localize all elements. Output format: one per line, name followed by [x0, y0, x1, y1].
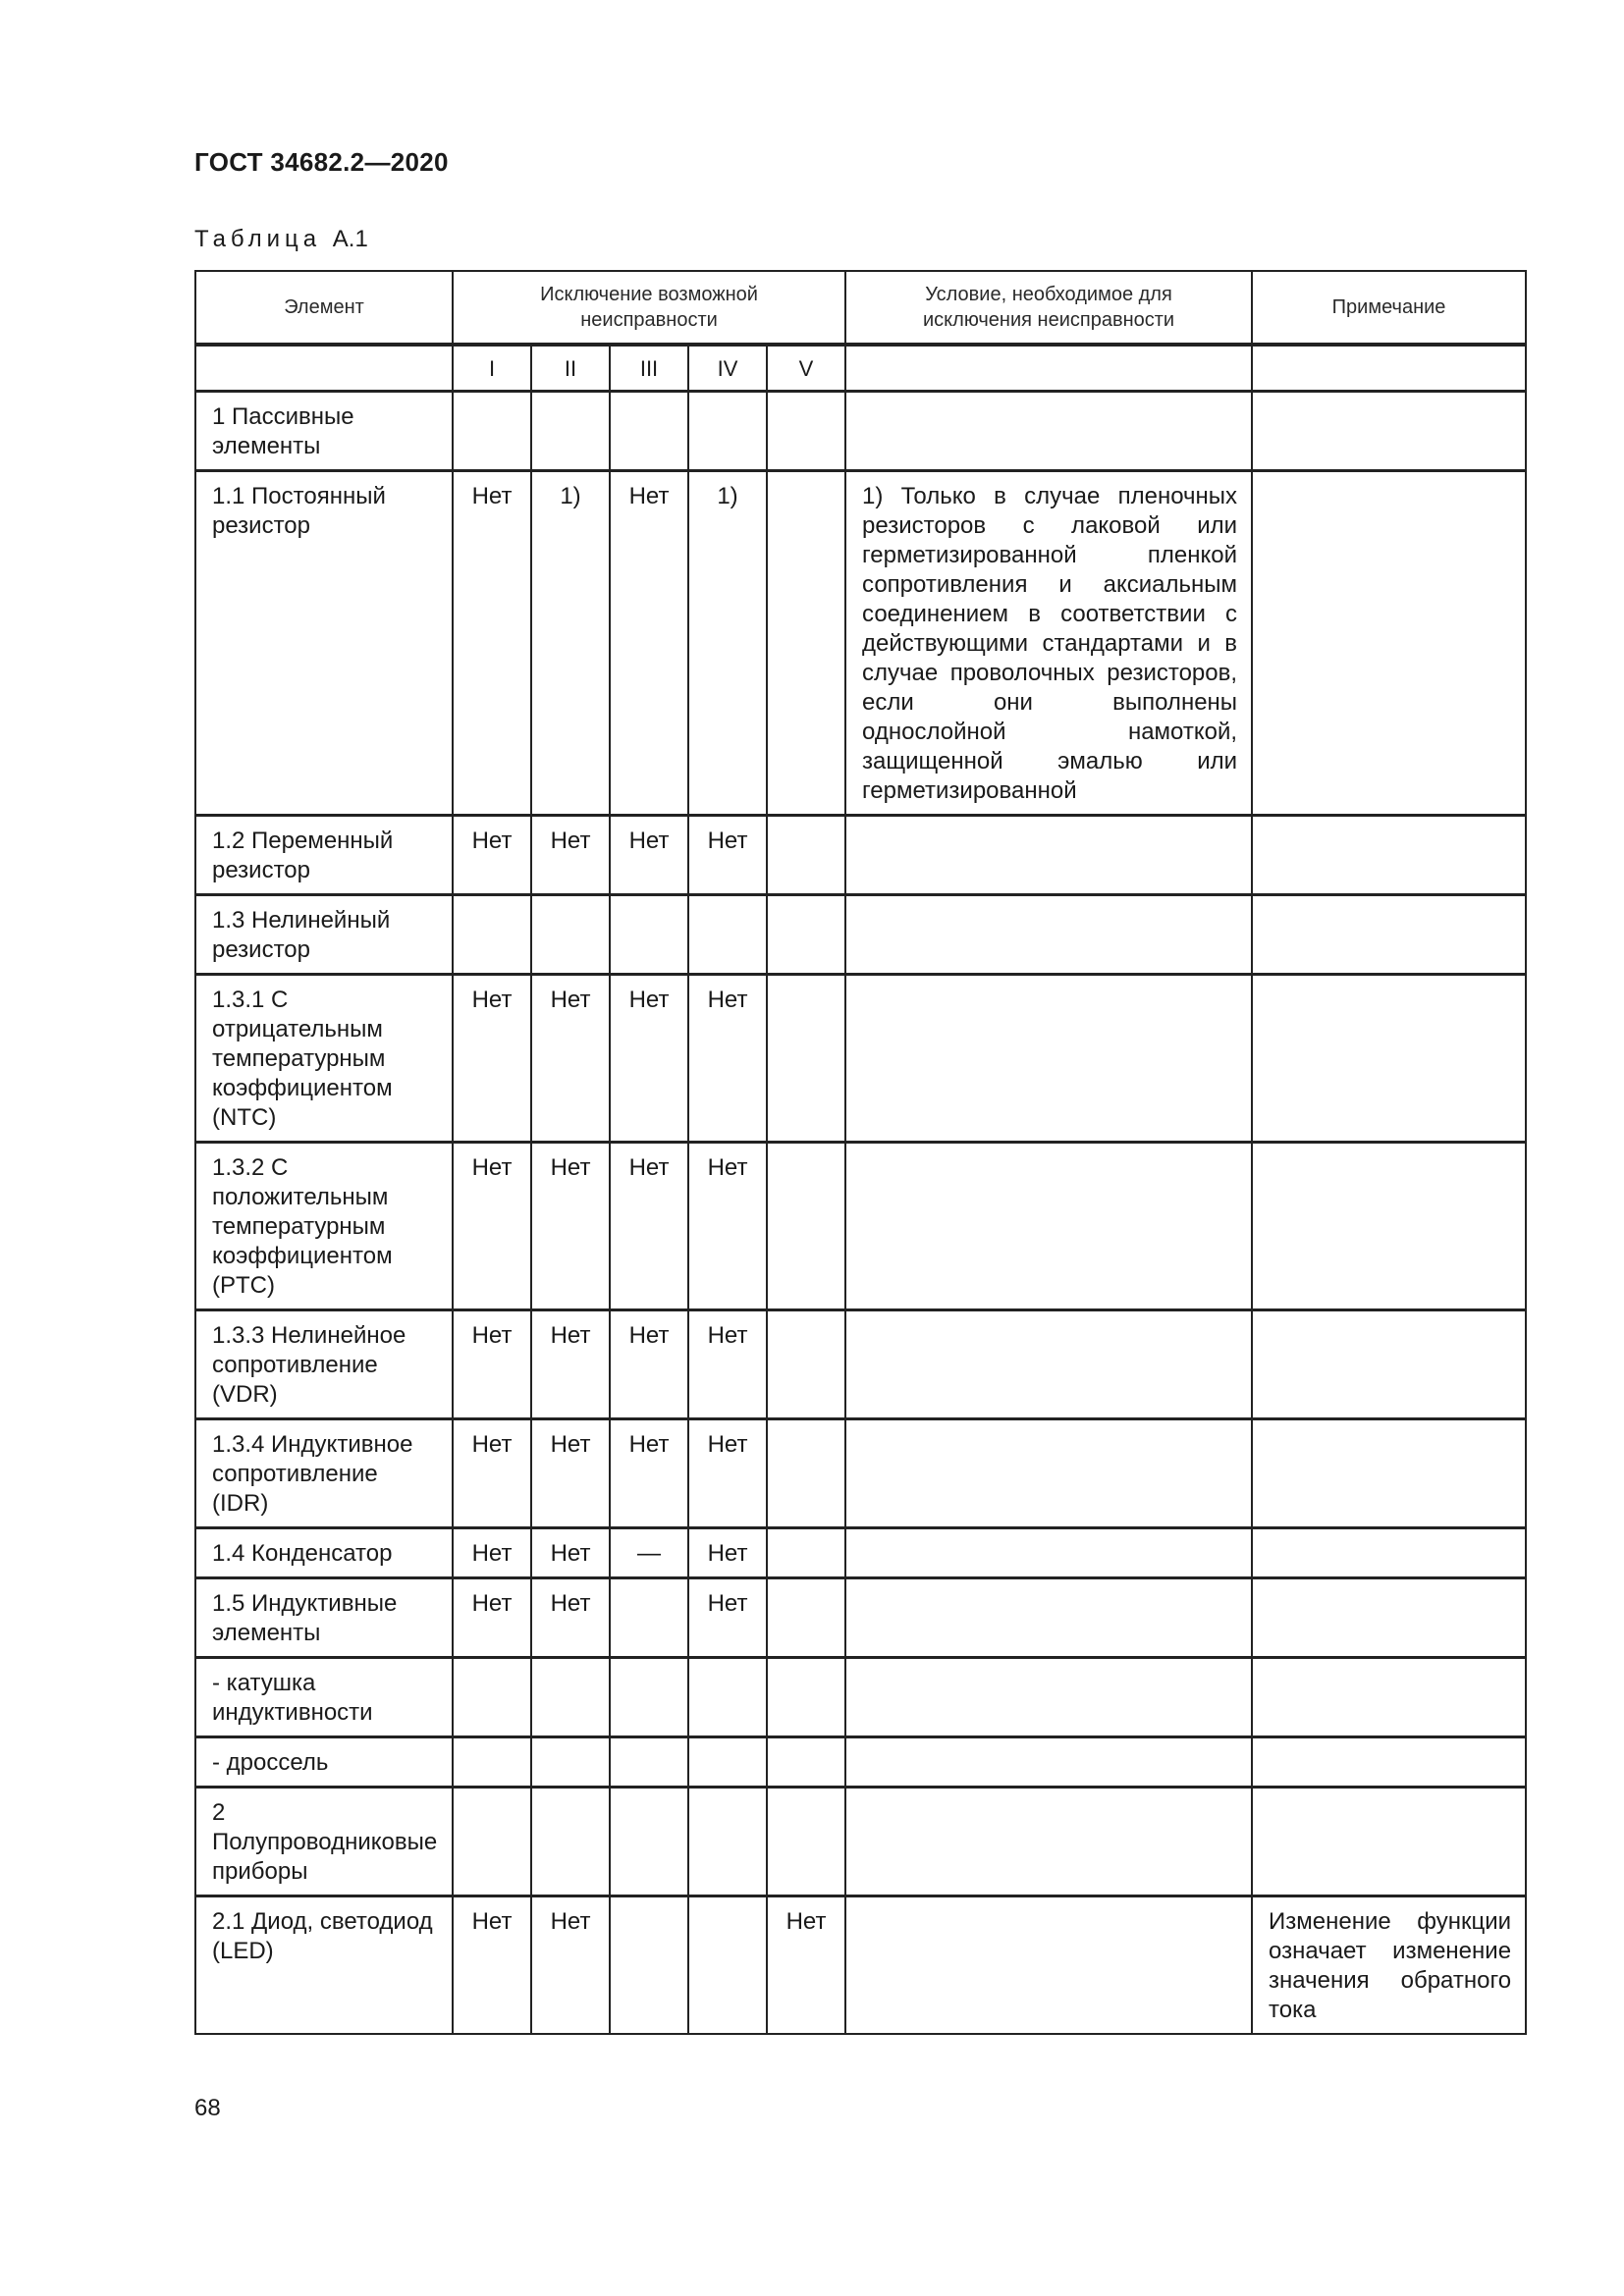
subheader-i: I	[453, 345, 531, 392]
table-row	[195, 1143, 1526, 1310]
table-row	[195, 1896, 1526, 2035]
cell-mode-iv: Нет	[688, 1143, 767, 1310]
cell-note	[1252, 1737, 1526, 1788]
table-caption	[194, 226, 368, 253]
cell-mode-i	[453, 895, 531, 975]
cell-mode-ii: Нет	[531, 1578, 610, 1658]
cell-note	[1252, 975, 1526, 1143]
cell-mode-iii	[610, 895, 688, 975]
cell-mode-iv	[688, 392, 767, 471]
cell-mode-i: Нет	[453, 1578, 531, 1658]
cell-condition	[845, 895, 1252, 975]
cell-mode-iv: 1)	[688, 471, 767, 816]
table-a1	[194, 270, 1527, 2035]
cell-mode-iii: Нет	[610, 1310, 688, 1419]
cell-element: 1.3.2 С положительным температурным коэффициентом (PTC)	[195, 1143, 453, 1310]
table-row	[195, 471, 1526, 816]
table-row	[195, 1419, 1526, 1528]
cell-mode-ii	[531, 1788, 610, 1896]
cell-mode-v	[767, 1143, 845, 1310]
cell-mode-i	[453, 1788, 531, 1896]
cell-mode-ii: Нет	[531, 1143, 610, 1310]
page-number: 68	[194, 2095, 221, 2121]
cell-note	[1252, 1578, 1526, 1658]
cell-mode-i	[453, 1658, 531, 1737]
table-row	[195, 392, 1526, 471]
cell-element: - катушка индуктивности	[195, 1658, 453, 1737]
cell-mode-iv: Нет	[688, 1310, 767, 1419]
document-number: ГОСТ 34682.2—2020	[194, 147, 449, 177]
cell-element: 1 Пассивные элементы	[195, 392, 453, 471]
cell-note	[1252, 895, 1526, 975]
cell-note: Изменение функции означает изменение значения обратного тока	[1252, 1896, 1526, 2035]
cell-mode-v	[767, 1528, 845, 1578]
subheader-empty	[845, 345, 1252, 392]
cell-mode-i: Нет	[453, 471, 531, 816]
cell-mode-v	[767, 1310, 845, 1419]
cell-condition	[845, 1788, 1252, 1896]
cell-note	[1252, 1788, 1526, 1896]
cell-mode-iv: Нет	[688, 816, 767, 895]
cell-condition	[845, 1310, 1252, 1419]
cell-note	[1252, 1528, 1526, 1578]
cell-mode-ii	[531, 895, 610, 975]
cell-mode-iii	[610, 1658, 688, 1737]
cell-condition	[845, 1896, 1252, 2035]
cell-element: - дроссель	[195, 1737, 453, 1788]
cell-element: 1.3.4 Индуктивное сопротивление (IDR)	[195, 1419, 453, 1528]
header-note: Примечание	[1252, 271, 1526, 345]
cell-mode-i	[453, 392, 531, 471]
cell-condition	[845, 392, 1252, 471]
cell-element: 2 Полупроводниковые приборы	[195, 1788, 453, 1896]
cell-element: 1.4 Конденсатор	[195, 1528, 453, 1578]
cell-mode-iii	[610, 1896, 688, 2035]
cell-condition	[845, 975, 1252, 1143]
cell-element: 1.3.3 Нелинейное сопротивление (VDR)	[195, 1310, 453, 1419]
cell-mode-iv	[688, 1737, 767, 1788]
cell-mode-v	[767, 1658, 845, 1737]
cell-mode-iv: Нет	[688, 1528, 767, 1578]
cell-mode-iii	[610, 1578, 688, 1658]
table-subheader-row	[195, 345, 1526, 392]
table-row	[195, 1578, 1526, 1658]
cell-mode-ii: Нет	[531, 1419, 610, 1528]
table-caption-number: А.1	[332, 226, 368, 252]
cell-mode-ii: Нет	[531, 1896, 610, 2035]
cell-mode-v: Нет	[767, 1896, 845, 2035]
cell-mode-i: Нет	[453, 1896, 531, 2035]
cell-condition	[845, 1737, 1252, 1788]
cell-mode-iii	[610, 392, 688, 471]
cell-mode-iii: Нет	[610, 1143, 688, 1310]
cell-mode-v	[767, 1419, 845, 1528]
cell-mode-iv: Нет	[688, 975, 767, 1143]
cell-mode-iv	[688, 1658, 767, 1737]
table-row	[195, 1310, 1526, 1419]
cell-mode-i: Нет	[453, 1310, 531, 1419]
cell-mode-v	[767, 1737, 845, 1788]
cell-mode-v	[767, 816, 845, 895]
cell-condition	[845, 1528, 1252, 1578]
cell-condition: 1) Только в случае пленочных резисторов с лаковой или герметизированной пленкой сопротивления и аксиальным соединением в соответствии с действующими стандартами и в случае проволочных резисторов, если они выполнены однослойной намоткой, защищенной эмалью или герметизированной	[845, 471, 1252, 816]
subheader-iv: IV	[688, 345, 767, 392]
cell-note	[1252, 1143, 1526, 1310]
cell-mode-v	[767, 1578, 845, 1658]
cell-element: 2.1 Диод, светодиод (LED)	[195, 1896, 453, 2035]
cell-mode-i	[453, 1737, 531, 1788]
cell-mode-iii: Нет	[610, 816, 688, 895]
cell-mode-iii	[610, 1737, 688, 1788]
header-exclusion: Исключение возможной неисправности	[453, 271, 845, 345]
cell-mode-iii: Нет	[610, 1419, 688, 1528]
table-row	[195, 895, 1526, 975]
cell-element: 1.3 Нелинейный резистор	[195, 895, 453, 975]
cell-mode-v	[767, 975, 845, 1143]
cell-mode-iii: Нет	[610, 471, 688, 816]
header-condition: Условие, необходимое для исключения неисправности	[845, 271, 1252, 345]
cell-condition	[845, 1143, 1252, 1310]
cell-mode-v	[767, 1788, 845, 1896]
header-element: Элемент	[195, 271, 453, 345]
cell-mode-ii: Нет	[531, 1528, 610, 1578]
cell-mode-v	[767, 471, 845, 816]
cell-mode-i: Нет	[453, 1528, 531, 1578]
subheader-ii: II	[531, 345, 610, 392]
table-row	[195, 1658, 1526, 1737]
cell-note	[1252, 471, 1526, 816]
table-caption-label: Таблица	[194, 226, 322, 252]
cell-mode-ii: 1)	[531, 471, 610, 816]
cell-mode-ii: Нет	[531, 1310, 610, 1419]
cell-mode-iv: Нет	[688, 1419, 767, 1528]
cell-note	[1252, 392, 1526, 471]
cell-mode-i: Нет	[453, 1143, 531, 1310]
cell-mode-iii: Нет	[610, 975, 688, 1143]
cell-mode-ii	[531, 392, 610, 471]
cell-mode-v	[767, 895, 845, 975]
table-header-row	[195, 271, 1526, 345]
cell-element: 1.3.1 С отрицательным температурным коэффициентом (NTC)	[195, 975, 453, 1143]
subheader-empty	[1252, 345, 1526, 392]
cell-mode-ii: Нет	[531, 975, 610, 1143]
cell-mode-iv	[688, 1788, 767, 1896]
cell-mode-iv	[688, 1896, 767, 2035]
cell-element: 1.2 Переменный резистор	[195, 816, 453, 895]
cell-mode-iv	[688, 895, 767, 975]
cell-mode-i: Нет	[453, 816, 531, 895]
cell-mode-v	[767, 392, 845, 471]
table-row	[195, 1737, 1526, 1788]
cell-condition	[845, 1658, 1252, 1737]
cell-note	[1252, 1310, 1526, 1419]
subheader-iii: III	[610, 345, 688, 392]
table-row	[195, 1528, 1526, 1578]
subheader-empty	[195, 345, 453, 392]
cell-condition	[845, 1578, 1252, 1658]
cell-note	[1252, 816, 1526, 895]
table-row	[195, 1788, 1526, 1896]
cell-condition	[845, 816, 1252, 895]
cell-note	[1252, 1419, 1526, 1528]
subheader-v: V	[767, 345, 845, 392]
cell-mode-iii: —	[610, 1528, 688, 1578]
cell-mode-iii	[610, 1788, 688, 1896]
cell-condition	[845, 1419, 1252, 1528]
table-row	[195, 975, 1526, 1143]
cell-element: 1.1 Постоянный резистор	[195, 471, 453, 816]
cell-element: 1.5 Индуктивные элементы	[195, 1578, 453, 1658]
cell-mode-ii	[531, 1658, 610, 1737]
cell-note	[1252, 1658, 1526, 1737]
cell-mode-i: Нет	[453, 975, 531, 1143]
cell-mode-i: Нет	[453, 1419, 531, 1528]
cell-mode-iv: Нет	[688, 1578, 767, 1658]
cell-mode-ii: Нет	[531, 816, 610, 895]
cell-mode-ii	[531, 1737, 610, 1788]
table-row	[195, 816, 1526, 895]
